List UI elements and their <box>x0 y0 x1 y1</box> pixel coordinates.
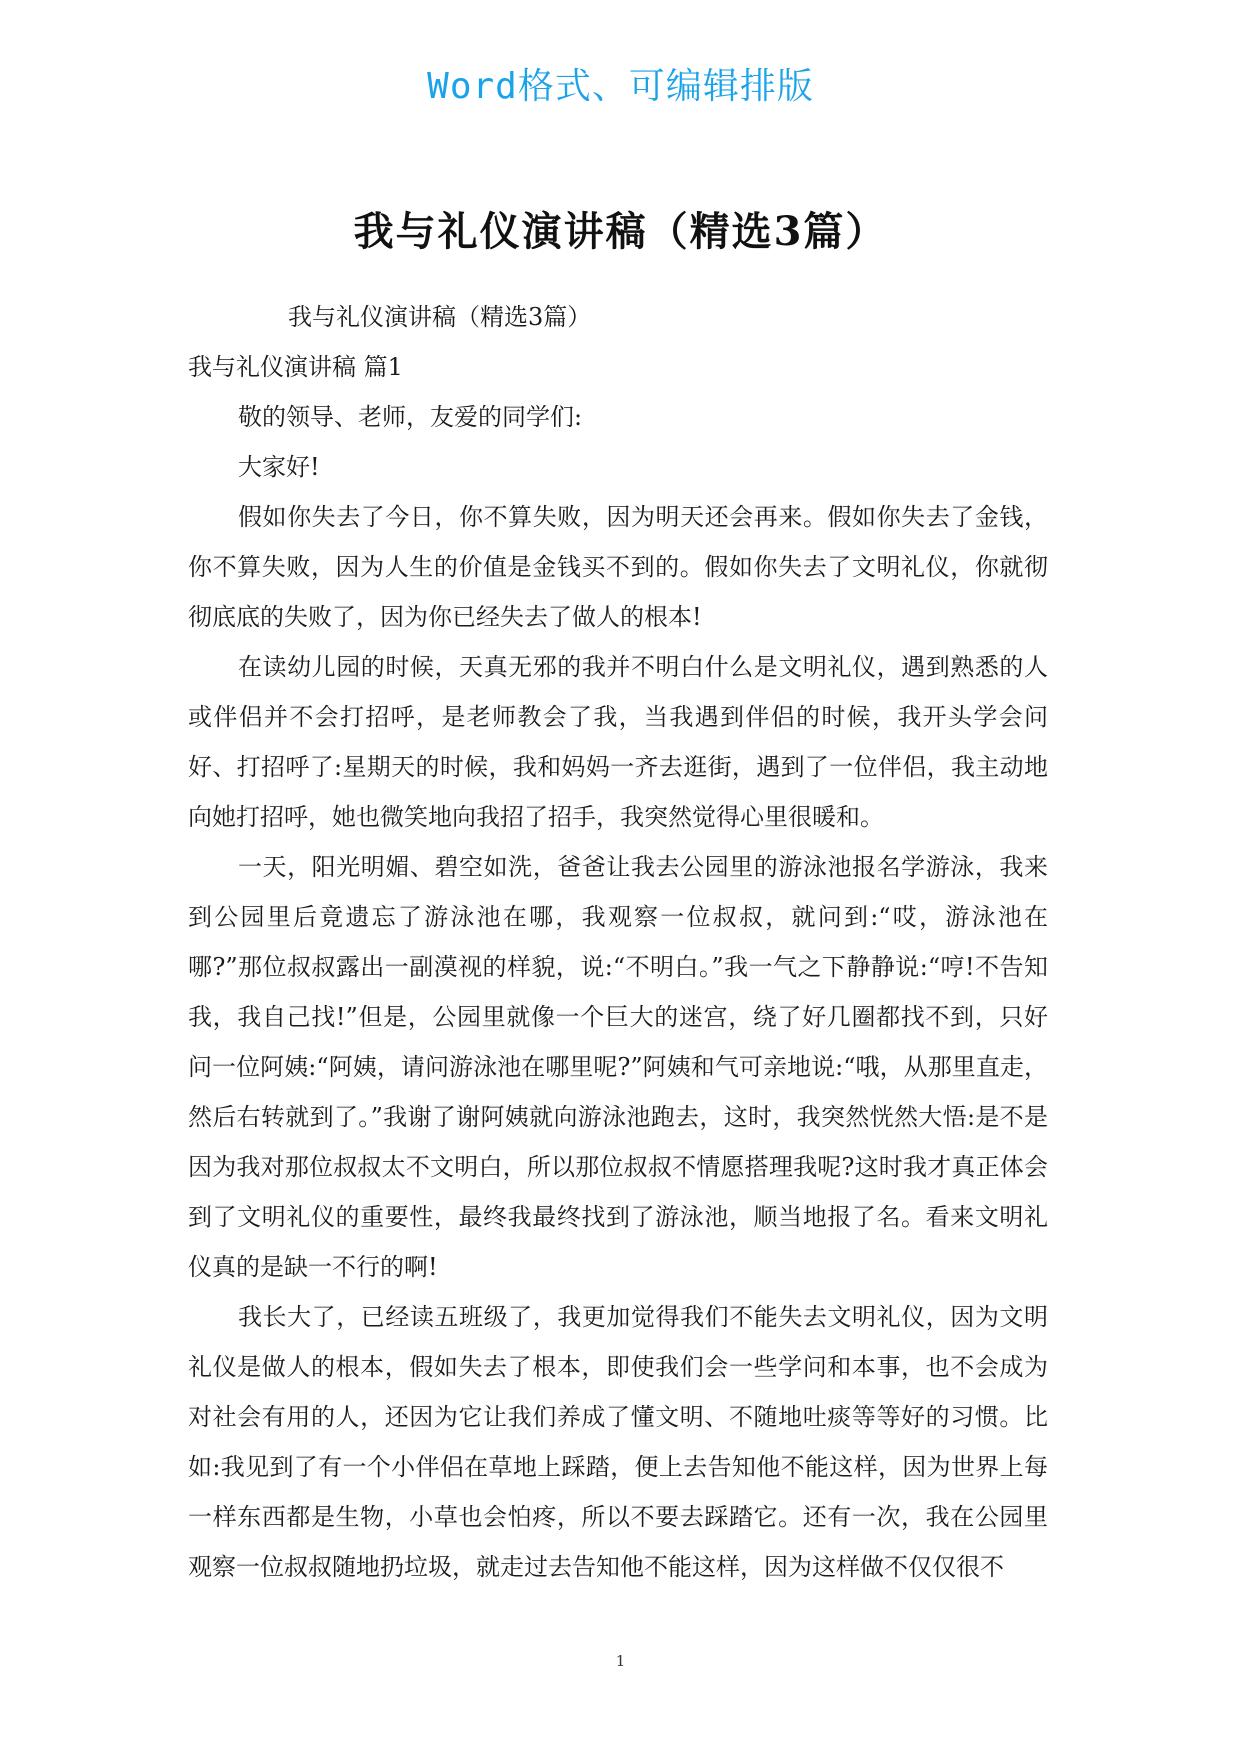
body-paragraph: 在读幼儿园的时候，天真无邪的我并不明白什么是文明礼仪，遇到熟悉的人或伴侣并不会打招呼，是老师教会了我，当我遇到伴侣的时候，我开头学会问好、打招呼了:星期天的时候，我和妈妈一齐去逛街，遇到了一位伴侣，我主动地向她打招呼，她也微笑地向我招了招手，我突然觉得心里很暖和。 <box>188 653 1048 831</box>
salutation: 敬的领导、老师，友爱的同学们: <box>238 403 583 431</box>
body-paragraph: 假如你失去了今日，你不算失败，因为明天还会再来。假如你失去了金钱，你不算失败，因为人生的价值是金钱买不到的。假如你失去了文明礼仪，你就彻彻底底的失败了，因为你已经失去了做人的根本! <box>188 503 1048 631</box>
document-subtitle: 我与礼仪演讲稿（精选3篇） <box>288 303 592 331</box>
section-heading: 我与礼仪演讲稿 篇1 <box>188 353 403 381</box>
body-paragraph: 我长大了，已经读五班级了，我更加觉得我们不能失去文明礼仪，因为文明礼仪是做人的根本，假如失去了根本，即使我们会一些学问和本事，也不会成为对社会有用的人，还因为它让我们养成了懂文明、不随地吐痰等等好的习惯。比如:我见到了有一个小伴侣在草地上踩踏，便上去告知他不能这样，因为世界上每一样东西都是生物，小草也会怕疼，所以不要去踩踏它。还有一次，我在公园里观察一位叔叔随地扔垃圾，就走过去告知他不能这样，因为这样做不仅仅很不 <box>188 1303 1048 1581</box>
page-number: 1 <box>615 1652 626 1670</box>
document-banner: Word格式、可编辑排版 <box>427 66 814 107</box>
document-body <box>188 292 1048 1592</box>
body-paragraph: 一天，阳光明媚、碧空如洗，爸爸让我去公园里的游泳池报名学游泳，我来到公园里后竟遗忘了游泳池在哪，我观察一位叔叔，就问到:“哎，游泳池在哪?”那位叔叔露出一副漠视的样貌，说:“不明白。”我一气之下静静说:“哼!不告知我，我自己找!”但是，公园里就像一个巨大的迷宫，绕了好几圈都找不到，只好问一位阿姨:“阿姨，请问游泳池在哪里呢?”阿姨和气可亲地说:“哦，从那里直走，然后右转就到了。”我谢了谢阿姨就向游泳池跑去，这时，我突然恍然大悟:是不是因为我对那位叔叔太不文明白，所以那位叔叔不情愿搭理我呢?这时我才真正体会到了文明礼仪的重要性，最终我最终找到了游泳池，顺当地报了名。看来文明礼仪真的是缺一不行的啊! <box>188 853 1048 1281</box>
document-title: 我与礼仪演讲稿（精选3篇） <box>353 208 888 255</box>
greeting: 大家好! <box>238 453 320 481</box>
